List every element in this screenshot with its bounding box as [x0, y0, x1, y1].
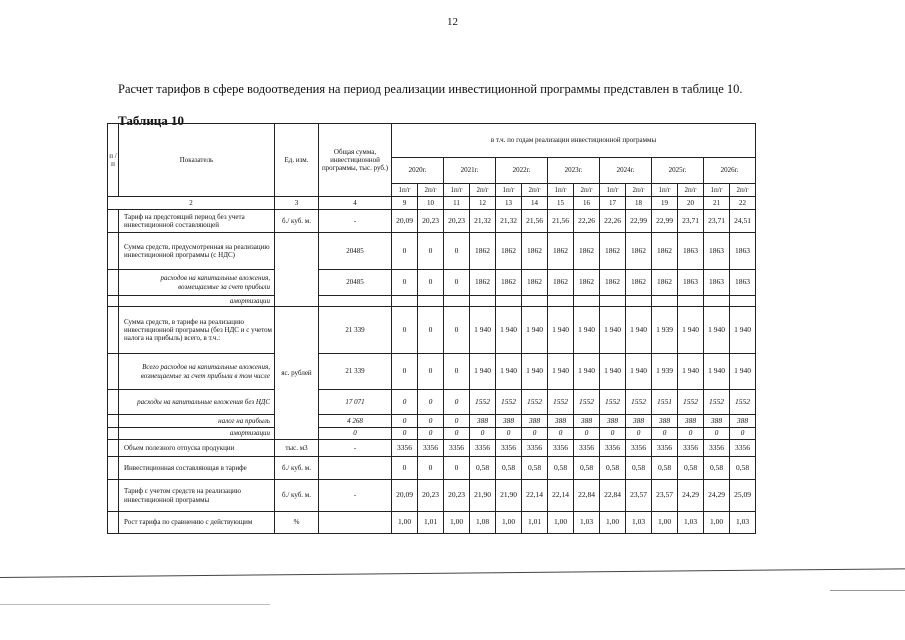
value-cell: 1552 [574, 390, 600, 415]
row-label: расходов на капитальные вложения, возмещаемые за счет прибыли [119, 270, 275, 296]
value-cell [652, 296, 678, 307]
row-num [108, 233, 119, 270]
value-cell: 20,23 [418, 210, 444, 233]
value-cell: 0 [392, 390, 418, 415]
value-cell: 0 [418, 457, 444, 480]
value-cell: 1,03 [678, 512, 704, 534]
value-cell: 1 940 [730, 307, 756, 354]
value-cell: 1,00 [496, 512, 522, 534]
value-cell: 0 [418, 354, 444, 390]
value-cell: 388 [574, 415, 600, 428]
value-cell: 0,58 [626, 457, 652, 480]
value-cell: 1 940 [496, 307, 522, 354]
row-label: Рост тарифа по сравнению с действующим [119, 512, 275, 534]
row-label: Сумма средств, предусмотренная на реализацию инвестиционной программы (с НДС) [119, 233, 275, 270]
column-number: 13 [496, 197, 522, 210]
value-cell: 24,29 [704, 480, 730, 512]
half-year-header: 1п/г [548, 184, 574, 197]
value-cell: 0 [444, 270, 470, 296]
year-header: 2020г. [392, 158, 444, 184]
value-cell: 388 [496, 415, 522, 428]
value-cell: 21,90 [470, 480, 496, 512]
value-cell: 0 [392, 307, 418, 354]
row-label: Объем полезного отпуска продукции [119, 440, 275, 457]
half-year-header: 2п/г [574, 184, 600, 197]
value-cell: 1 940 [626, 354, 652, 390]
row-num [108, 270, 119, 296]
value-cell: 3356 [496, 440, 522, 457]
value-cell [626, 296, 652, 307]
column-number: 2 [108, 197, 275, 210]
value-cell: 1 940 [548, 354, 574, 390]
value-cell: 1552 [704, 390, 730, 415]
value-cell: 0 [652, 428, 678, 440]
value-cell [418, 296, 444, 307]
value-cell: 1 940 [574, 354, 600, 390]
value-cell: 1 940 [678, 354, 704, 390]
value-cell: 388 [600, 415, 626, 428]
head-total: Общая сумма, инвестиционной программы, тыс. руб.) [319, 124, 392, 197]
row-unit-merged [275, 233, 319, 307]
value-cell: 1 940 [600, 307, 626, 354]
value-cell [600, 296, 626, 307]
value-cell: 0 [418, 307, 444, 354]
row-unit: б./ куб. м. [275, 457, 319, 480]
value-cell: 1 940 [626, 307, 652, 354]
value-cell: 3356 [522, 440, 548, 457]
value-cell: 0,58 [496, 457, 522, 480]
scan-line [830, 590, 905, 591]
value-cell: 0,58 [652, 457, 678, 480]
head-indicator: Показатель [119, 124, 275, 197]
column-number: 10 [418, 197, 444, 210]
row-num [108, 415, 119, 428]
value-cell: 20,23 [444, 210, 470, 233]
value-cell: 22,14 [522, 480, 548, 512]
value-cell: 20,23 [418, 480, 444, 512]
half-year-header: 1п/г [392, 184, 418, 197]
value-cell: 22,26 [600, 210, 626, 233]
row-num [108, 296, 119, 307]
value-cell: 0 [678, 428, 704, 440]
year-header: 2026г. [704, 158, 756, 184]
value-cell: 0,58 [704, 457, 730, 480]
row-num [108, 307, 119, 354]
value-cell: 1552 [730, 390, 756, 415]
row-num [108, 390, 119, 415]
table-caption: Таблица 10 [118, 113, 185, 128]
value-cell: 21,56 [548, 210, 574, 233]
value-cell: 21,90 [496, 480, 522, 512]
value-cell: 1,00 [704, 512, 730, 534]
row-total: 0 [319, 428, 392, 440]
row-total: - [319, 480, 392, 512]
half-year-header: 1п/г [704, 184, 730, 197]
value-cell: 1862 [496, 233, 522, 270]
value-cell: 3356 [626, 440, 652, 457]
value-cell: 20,09 [392, 210, 418, 233]
value-cell: 0 [392, 270, 418, 296]
row-label: Инвестиционная составляющая в тарифе [119, 457, 275, 480]
column-number: 21 [704, 197, 730, 210]
row-total [319, 296, 392, 307]
value-cell: 3356 [574, 440, 600, 457]
row-total: - [319, 440, 392, 457]
column-number: 11 [444, 197, 470, 210]
column-number: 18 [626, 197, 652, 210]
row-total: 20485 [319, 270, 392, 296]
value-cell: 1863 [704, 233, 730, 270]
row-label: Тариф на предстоящий период без учета инвестиционной составляющей [119, 210, 275, 233]
value-cell: 1862 [574, 270, 600, 296]
column-number: 14 [522, 197, 548, 210]
intro-paragraph: Расчет тарифов в сфере водоотведения на период реализации инвестиционной программы представлен в таблице 10. [118, 82, 743, 96]
value-cell: 1,03 [626, 512, 652, 534]
row-num [108, 480, 119, 512]
value-cell: 388 [470, 415, 496, 428]
value-cell: 388 [730, 415, 756, 428]
value-cell: 1 939 [652, 307, 678, 354]
row-num [108, 428, 119, 440]
value-cell: 21,32 [470, 210, 496, 233]
value-cell: 1 939 [652, 354, 678, 390]
value-cell: 1862 [626, 233, 652, 270]
value-cell: 1 940 [522, 307, 548, 354]
value-cell: 0 [444, 354, 470, 390]
row-total [319, 457, 392, 480]
value-cell: 0 [392, 233, 418, 270]
value-cell: 3356 [730, 440, 756, 457]
row-total: 20485 [319, 233, 392, 270]
value-cell: 0 [444, 428, 470, 440]
column-number: 22 [730, 197, 756, 210]
row-label: Тариф с учетом средств на реализацию инвестиционной программы [119, 480, 275, 512]
value-cell: 25,09 [730, 480, 756, 512]
value-cell: 0 [548, 428, 574, 440]
value-cell: 0,58 [574, 457, 600, 480]
value-cell: 23,57 [626, 480, 652, 512]
tariff-table [107, 123, 756, 534]
value-cell: 0 [418, 428, 444, 440]
value-cell: 388 [652, 415, 678, 428]
value-cell: 1 940 [470, 354, 496, 390]
value-cell: 20,09 [392, 480, 418, 512]
value-cell: 1,03 [574, 512, 600, 534]
value-cell: 1,03 [730, 512, 756, 534]
value-cell [704, 296, 730, 307]
row-unit: тыс. м3 [275, 440, 319, 457]
value-cell: 1 940 [574, 307, 600, 354]
value-cell: 1552 [548, 390, 574, 415]
head-years-group: в т.ч. по годам реализации инвестиционной программы [392, 124, 756, 158]
value-cell: 0 [496, 428, 522, 440]
value-cell [470, 296, 496, 307]
value-cell: 3356 [704, 440, 730, 457]
row-unit-merged: яс. рублей [275, 307, 319, 440]
value-cell: 1862 [496, 270, 522, 296]
value-cell: 1 940 [704, 354, 730, 390]
row-total [319, 512, 392, 534]
row-total: 17 071 [319, 390, 392, 415]
half-year-header: 2п/г [470, 184, 496, 197]
value-cell: 22,84 [600, 480, 626, 512]
value-cell: 24,51 [730, 210, 756, 233]
value-cell: 3356 [444, 440, 470, 457]
column-number: 3 [275, 197, 319, 210]
value-cell: 1552 [522, 390, 548, 415]
row-unit: б./ куб. м. [275, 210, 319, 233]
column-number: 9 [392, 197, 418, 210]
value-cell: 1,00 [652, 512, 678, 534]
head-unit: Ед. изм. [275, 124, 319, 197]
value-cell: 0 [392, 354, 418, 390]
value-cell: 0,58 [470, 457, 496, 480]
value-cell: 1551 [652, 390, 678, 415]
value-cell: 21,56 [522, 210, 548, 233]
value-cell: 0 [444, 415, 470, 428]
row-num [108, 210, 119, 233]
value-cell: 1862 [626, 270, 652, 296]
value-cell: 0 [470, 428, 496, 440]
column-number: 16 [574, 197, 600, 210]
value-cell: 1862 [470, 233, 496, 270]
value-cell: 1552 [496, 390, 522, 415]
value-cell: 388 [522, 415, 548, 428]
value-cell: 1,01 [522, 512, 548, 534]
value-cell: 23,71 [678, 210, 704, 233]
row-num [108, 512, 119, 534]
value-cell: 22,99 [652, 210, 678, 233]
scan-line [0, 568, 905, 578]
year-header: 2025г. [652, 158, 704, 184]
value-cell: 22,14 [548, 480, 574, 512]
row-total: - [319, 210, 392, 233]
value-cell: 1,00 [600, 512, 626, 534]
value-cell: 1863 [678, 233, 704, 270]
value-cell: 0 [626, 428, 652, 440]
column-number: 17 [600, 197, 626, 210]
value-cell: 1,08 [470, 512, 496, 534]
row-num [108, 440, 119, 457]
value-cell: 0 [574, 428, 600, 440]
column-number: 12 [470, 197, 496, 210]
value-cell: 23,57 [652, 480, 678, 512]
year-header: 2021г. [444, 158, 496, 184]
value-cell: 3356 [652, 440, 678, 457]
value-cell: 1 940 [600, 354, 626, 390]
page-number: 12 [447, 16, 458, 28]
value-cell: 3356 [418, 440, 444, 457]
half-year-header: 1п/г [444, 184, 470, 197]
value-cell: 1552 [470, 390, 496, 415]
value-cell: 388 [704, 415, 730, 428]
value-cell: 1552 [626, 390, 652, 415]
year-header: 2024г. [600, 158, 652, 184]
value-cell: 1862 [470, 270, 496, 296]
value-cell: 1862 [522, 233, 548, 270]
value-cell: 1862 [652, 270, 678, 296]
value-cell: 0 [418, 415, 444, 428]
value-cell: 1 940 [496, 354, 522, 390]
value-cell: 22,26 [574, 210, 600, 233]
value-cell: 1552 [600, 390, 626, 415]
value-cell: 1,00 [444, 512, 470, 534]
value-cell: 0 [392, 457, 418, 480]
value-cell: 3356 [600, 440, 626, 457]
value-cell: 1 940 [470, 307, 496, 354]
value-cell: 0 [600, 428, 626, 440]
value-cell: 0 [730, 428, 756, 440]
value-cell: 1863 [704, 270, 730, 296]
value-cell: 1862 [600, 270, 626, 296]
value-cell: 0 [418, 233, 444, 270]
row-unit: % [275, 512, 319, 534]
column-number: 4 [319, 197, 392, 210]
value-cell: 0,58 [522, 457, 548, 480]
value-cell: 0,58 [678, 457, 704, 480]
value-cell: 1862 [600, 233, 626, 270]
value-cell: 0,58 [730, 457, 756, 480]
value-cell [496, 296, 522, 307]
value-cell: 3356 [548, 440, 574, 457]
value-cell: 0 [418, 270, 444, 296]
year-header: 2022г. [496, 158, 548, 184]
value-cell: 1 940 [548, 307, 574, 354]
row-label: налог на прибыль [119, 415, 275, 428]
value-cell [678, 296, 704, 307]
half-year-header: 1п/г [496, 184, 522, 197]
value-cell: 3356 [470, 440, 496, 457]
value-cell: 1 940 [678, 307, 704, 354]
value-cell [548, 296, 574, 307]
row-total: 4 268 [319, 415, 392, 428]
value-cell: 0 [392, 428, 418, 440]
value-cell: 0,58 [548, 457, 574, 480]
half-year-header: 2п/г [730, 184, 756, 197]
row-label: расходы на капитальные вложения без НДС [119, 390, 275, 415]
value-cell: 0 [444, 307, 470, 354]
value-cell: 388 [626, 415, 652, 428]
value-cell [392, 296, 418, 307]
row-total: 21 339 [319, 307, 392, 354]
half-year-header: 1п/г [652, 184, 678, 197]
value-cell: 0 [418, 390, 444, 415]
value-cell: 21,32 [496, 210, 522, 233]
value-cell: 1862 [548, 270, 574, 296]
half-year-header: 2п/г [522, 184, 548, 197]
value-cell: 1862 [652, 233, 678, 270]
half-year-header: 2п/г [678, 184, 704, 197]
scan-line [0, 604, 270, 605]
value-cell [444, 296, 470, 307]
value-cell: 1,01 [418, 512, 444, 534]
row-label: амортизации [119, 428, 275, 440]
value-cell: 0 [444, 233, 470, 270]
row-total: 21 339 [319, 354, 392, 390]
value-cell: 0 [704, 428, 730, 440]
column-number: 15 [548, 197, 574, 210]
value-cell: 0,58 [600, 457, 626, 480]
value-cell: 388 [678, 415, 704, 428]
half-year-header: 2п/г [418, 184, 444, 197]
value-cell: 23,71 [704, 210, 730, 233]
value-cell [730, 296, 756, 307]
value-cell: 0 [392, 415, 418, 428]
half-year-header: 2п/г [626, 184, 652, 197]
value-cell: 0 [444, 390, 470, 415]
value-cell: 1,00 [392, 512, 418, 534]
column-number: 19 [652, 197, 678, 210]
row-label: Всего расходов на капитальные вложения, возмещаемые за счет прибыли в том числе [119, 354, 275, 390]
row-num [108, 457, 119, 480]
value-cell: 22,99 [626, 210, 652, 233]
year-header: 2023г. [548, 158, 600, 184]
value-cell: 3356 [678, 440, 704, 457]
value-cell: 20,23 [444, 480, 470, 512]
value-cell: 1 940 [704, 307, 730, 354]
row-label: амортизации [119, 296, 275, 307]
value-cell [522, 296, 548, 307]
value-cell: 1,00 [548, 512, 574, 534]
value-cell: 22,84 [574, 480, 600, 512]
value-cell: 0 [444, 457, 470, 480]
value-cell: 1862 [548, 233, 574, 270]
value-cell: 1 940 [522, 354, 548, 390]
value-cell: 1862 [574, 233, 600, 270]
half-year-header: 1п/г [600, 184, 626, 197]
value-cell: 1863 [730, 270, 756, 296]
row-label: Сумма средств, в тарифе на реализацию инвестиционной программы (без НДС и с учетом налога на прибыль) всего, в т.ч.: [119, 307, 275, 354]
value-cell: 1552 [678, 390, 704, 415]
head-num: п / п [108, 124, 119, 197]
value-cell: 0 [522, 428, 548, 440]
value-cell: 3356 [392, 440, 418, 457]
row-unit: б./ куб. м. [275, 480, 319, 512]
value-cell: 24,29 [678, 480, 704, 512]
value-cell: 388 [548, 415, 574, 428]
value-cell: 1863 [730, 233, 756, 270]
value-cell: 1 940 [730, 354, 756, 390]
value-cell: 1862 [522, 270, 548, 296]
row-num [108, 354, 119, 390]
value-cell: 1863 [678, 270, 704, 296]
column-number: 20 [678, 197, 704, 210]
value-cell [574, 296, 600, 307]
